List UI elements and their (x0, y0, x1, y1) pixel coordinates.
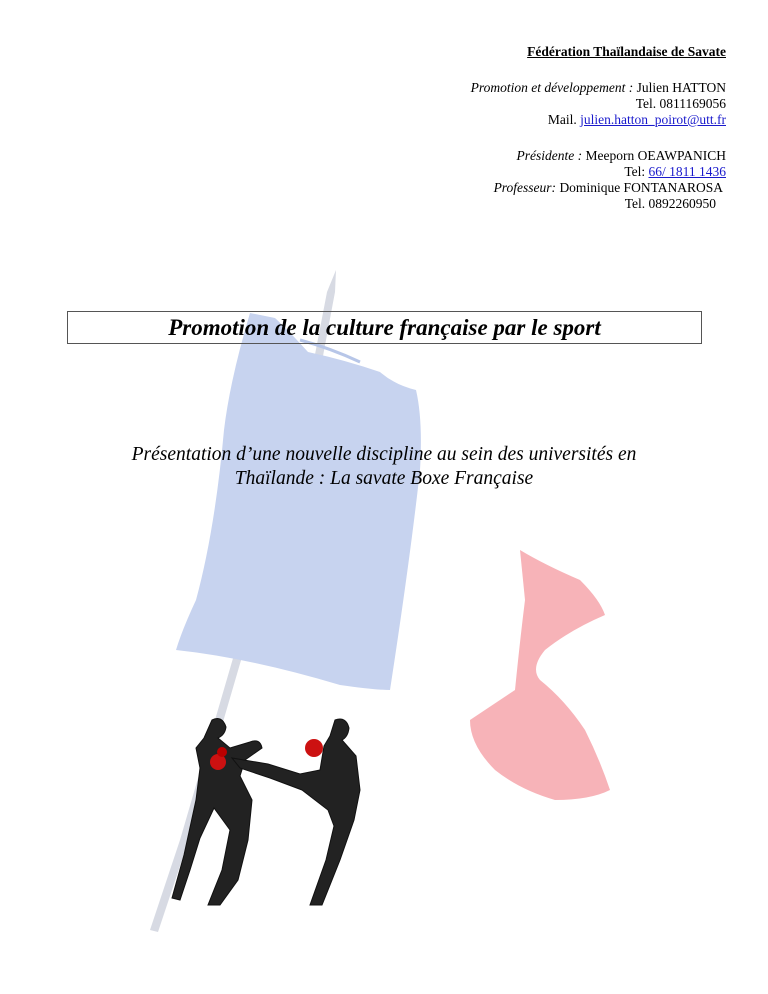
president-contact (516, 148, 726, 180)
flag-blue-panel (176, 313, 421, 690)
president-tel-link[interactable]: 66/ 1811 1436 (648, 164, 726, 179)
document-title-box (67, 311, 702, 344)
professor-name: Dominique FONTANAROSA (559, 180, 723, 195)
glove-right (305, 739, 323, 757)
president-name: Meeporn OEAWPANICH (585, 148, 726, 163)
mail-label: Mail. (547, 112, 577, 127)
professor-tel-block (625, 196, 716, 212)
president-label: Présidente : (516, 148, 583, 163)
professor-contact (494, 180, 723, 196)
promotion-contact (471, 80, 726, 128)
president-tel-label: Tel: (624, 164, 646, 179)
president-line (516, 148, 726, 164)
promotion-tel: Tel. 0811169056 (635, 96, 726, 111)
mail-line (471, 112, 726, 128)
subtitle-line-1: Présentation d’une nouvelle discipline au sein des universités en (131, 444, 637, 465)
fighter-left (172, 719, 262, 905)
promotion-name: Julien HATTON (636, 80, 726, 95)
organization-header (527, 44, 726, 60)
fighters-illustration (172, 719, 360, 905)
promotion-label: Promotion et développement : (470, 80, 634, 95)
promotion-line (471, 80, 726, 96)
organization-name: Fédération Thaïlandaise de Savate (527, 44, 726, 59)
professor-tel: Tel. 0892260950 (624, 196, 716, 211)
professor-line (494, 180, 723, 196)
document-subtitle (40, 443, 728, 491)
subtitle-line-2: Thaïlande : La savate Boxe Française (234, 468, 534, 489)
flag-red-panel (470, 550, 610, 800)
mail-link[interactable]: julien.hatton_poirot@utt.fr (580, 112, 726, 127)
professor-label: Professeur: (493, 180, 557, 195)
president-tel-line (516, 164, 726, 180)
document-title: Promotion de la culture française par le sport (168, 314, 601, 340)
